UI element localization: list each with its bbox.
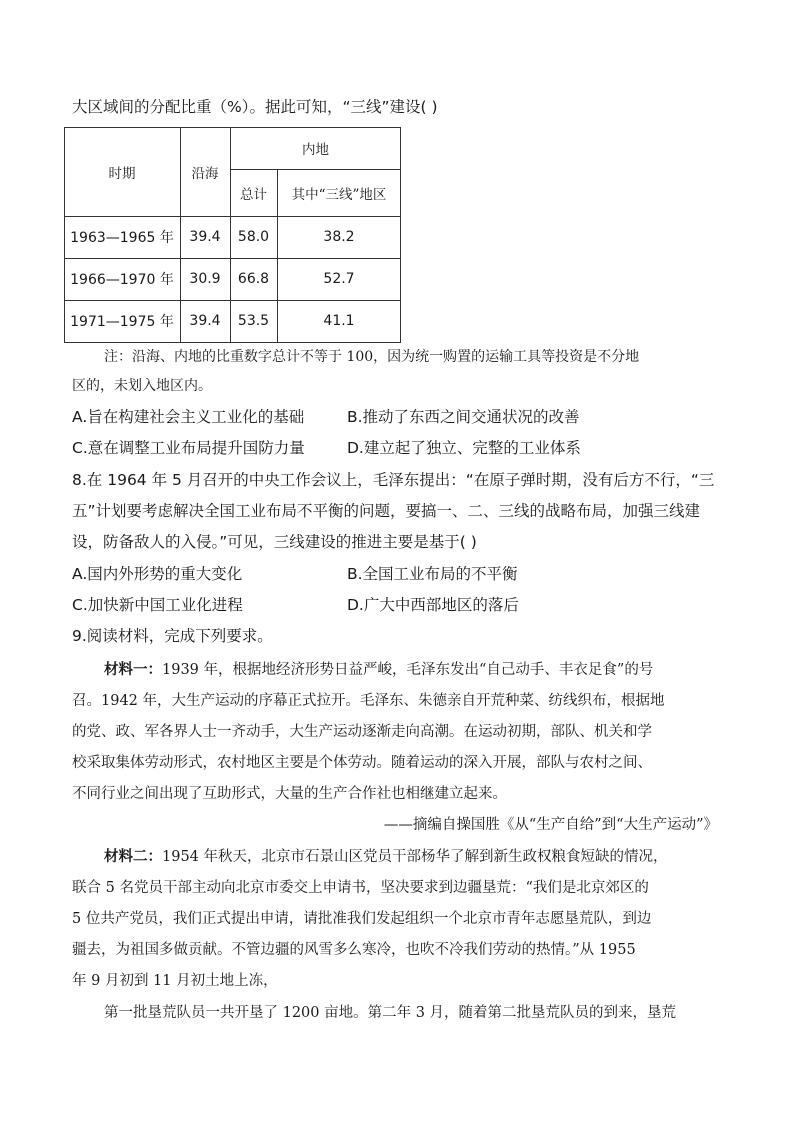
table-row-coastal: 39.4 bbox=[189, 229, 221, 245]
table-row-third: 41.1 bbox=[323, 313, 355, 329]
table-row-total: 58.0 bbox=[237, 229, 270, 245]
material-2-text: 1954 年秋天，北京市石景山区党员干部杨华了解到新生政权粮食短缺的情况， bbox=[162, 849, 668, 865]
q8-line-3: 设，防备敌人的入侵。”可见，三线建设的推进主要是基于( ) bbox=[72, 533, 477, 551]
q8-option-b: B.全国工业布局的不平衡 bbox=[347, 565, 518, 583]
header-period: 时期 bbox=[108, 165, 136, 182]
table-row-coastal: 39.4 bbox=[189, 313, 221, 329]
header-inland: 内地 bbox=[302, 142, 329, 158]
q8-option-a: A.国内外形势的重大变化 bbox=[72, 565, 243, 583]
header-total: 总计 bbox=[240, 186, 267, 203]
table-row-third: 38.2 bbox=[323, 229, 355, 245]
table-row-total: 53.5 bbox=[237, 313, 270, 329]
material-1-line-5: 不同行业之间出现了互助形式，大量的生产合作社也相继建立起来。 bbox=[72, 786, 507, 802]
header-coastal: 沿海 bbox=[191, 165, 219, 182]
table-border-bottom bbox=[64, 342, 401, 343]
material-2-line-6: 第一批垦荒队员一共开垦了 1200 亩地。第二年 3 月，随着第二批垦荒队员的到来，垦荒 bbox=[104, 1005, 677, 1021]
q7-option-c: C.意在调整工业布局提升国防力量 bbox=[72, 439, 305, 457]
material-1-text: 1939 年，根据地经济形势日益严峻，毛泽东发出“自己动手、丰衣足食”的号 bbox=[162, 662, 654, 678]
header-third-front: 其中“三线”地区 bbox=[291, 186, 387, 203]
table-row-coastal: 30.9 bbox=[189, 271, 221, 287]
table-row-period: 1966—1970 年 bbox=[70, 272, 174, 288]
material-1-label: 材料一： bbox=[104, 661, 162, 678]
table-row-third: 52.7 bbox=[323, 271, 355, 287]
note-line-1: 注：沿海、内地的比重数字总计不等于 100，因为统一购置的运输工具等投资是不分地 bbox=[104, 349, 640, 365]
q8-line-2: 五”计划要考虑解决全国工业布局不平衡的问题，要搞一、二、三线的战略布局，加强三线建 bbox=[72, 502, 701, 520]
material-2-label: 材料二： bbox=[104, 848, 162, 865]
material-1-first-line bbox=[104, 658, 653, 679]
table-row-period: 1963—1965 年 bbox=[70, 230, 174, 246]
material-2-line-3: 5 位共产党员，我们正式提出申请，请批准我们发起组织一个北京市青年志愿垦荒队，到边 bbox=[72, 911, 652, 927]
material-1-line-4: 校采取集体劳动形式，农村地区主要是个体劳动。随着运动的深入开展，部队与农村之间、 bbox=[72, 755, 652, 771]
material-2-first-line bbox=[104, 845, 668, 866]
material-2-line-4: 疆去，为祖国多做贡献。不管边疆的风雪多么寒冷，也吹不冷我们劳动的热情。”从 1955 bbox=[72, 942, 636, 958]
q9-title: 9.阅读材料，完成下列要求。 bbox=[72, 627, 273, 645]
table-row-total: 66.8 bbox=[237, 271, 270, 287]
q8-line-1: 8.在 1964 年 5 月召开的中央工作会议上，毛泽东提出：“在原子弹时期，没有后方不行，“三 bbox=[72, 471, 715, 489]
material-1-line-2: 召。1942 年，大生产运动的序幕正式拉开。毛泽东、朱德亲自开荒种菜、纺线织布，根据地 bbox=[72, 693, 665, 709]
material-2-line-2: 联合 5 名党员干部主动向北京市委交上申请书，坚决要求到边疆垦荒：“我们是北京郊区的 bbox=[72, 880, 649, 896]
q7-option-d: D.建立起了独立、完整的工业体系 bbox=[347, 439, 581, 457]
material-2-line-5: 年 9 月初到 11 月初土地上冻， bbox=[72, 973, 278, 989]
table-row-period: 1971—1975 年 bbox=[70, 314, 174, 330]
data-table bbox=[64, 127, 401, 343]
q7-option-a: A.旨在构建社会主义工业化的基础 bbox=[72, 408, 305, 426]
material-1-line-3: 的党、政、军各界人士一齐动手，大生产运动逐渐走向高潮。在运动初期，部队、机关和学 bbox=[72, 724, 652, 740]
intro-line: 大区域间的分配比重（%）。据此可知，“三线”建设( ) bbox=[72, 98, 438, 116]
note-line-2: 区的，未划入地区内。 bbox=[72, 378, 212, 394]
q8-option-d: D.广大中西部地区的落后 bbox=[347, 596, 519, 614]
q8-option-c: C.加快新中国工业化进程 bbox=[72, 596, 243, 614]
material-1-source: ——摘编自操国胜《从“生产自给”到“大生产运动”》 bbox=[383, 817, 718, 833]
q7-option-b: B.推动了东西之间交通状况的改善 bbox=[347, 408, 580, 426]
